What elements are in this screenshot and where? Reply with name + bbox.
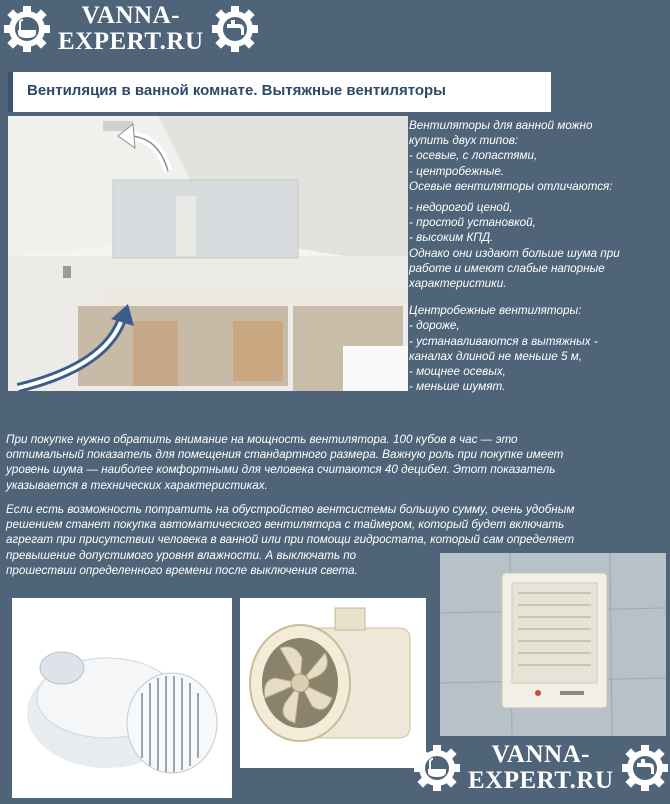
text-line: - осевые, с лопастями, — [409, 149, 538, 163]
text-line: Однако они издают больше шума при — [409, 246, 620, 260]
text-line: - центробежные. — [409, 164, 505, 178]
text-line: характеристики. — [409, 277, 507, 291]
text-line: Вентиляторы для ванной можно — [409, 119, 593, 132]
text-line: оптимальный показатель для помещения стандартного размера. Важную роль при покупке имеет — [6, 448, 564, 462]
gear-faucet-icon — [210, 4, 260, 54]
text-line: - высоким КПД. — [409, 231, 494, 245]
text-line: решением станет покупка автоматического вентилятора с таймером, который будет включать — [6, 518, 565, 532]
text-line: превышение допустимого уровня влажности. А выключать по — [6, 548, 357, 562]
inline-duct-fan-photo — [240, 598, 426, 768]
centrifugal-fan-photo — [12, 598, 232, 798]
logo-line1: VANNA- — [81, 2, 180, 29]
text-line: - простой установкой, — [409, 216, 536, 230]
text-line: Если есть возможность потратить на обустройство вентсистемы большую сумму, очень удобным — [6, 503, 575, 516]
text-line: Осевые вентиляторы отличаются: — [409, 179, 613, 193]
gear-bath-icon — [2, 4, 52, 54]
text-line: - устанавливаются в вытяжных - — [409, 334, 598, 348]
logo-line2: EXPERT.RU — [468, 767, 614, 794]
logo-line1: VANNA- — [491, 741, 590, 768]
logo-line2: EXPERT.RU — [58, 28, 204, 55]
text-line: При покупке нужно обратить внимание на мощность вентилятора. 100 кубов в час — это — [6, 433, 518, 446]
text-line: работе и имеют слабые напорные — [409, 261, 605, 275]
bathroom-photo — [8, 116, 408, 391]
wall-axial-fan-photo — [440, 553, 666, 736]
title-banner — [8, 72, 551, 112]
text-line: - меньше шумят. — [409, 380, 506, 394]
gear-bath-icon — [412, 743, 462, 793]
site-logo-bottom[interactable] — [412, 742, 670, 794]
text-line: - дороже, — [409, 319, 460, 333]
text-line: уровень шума — наиболее комфортными для человека считаются 40 децибел. Этот показатель — [6, 463, 556, 477]
page-title: Вентиляция в ванной комнате. Вытяжные вентиляторы — [27, 82, 446, 99]
centrifugal-fan-illustration — [12, 598, 232, 798]
text-line: каналах длиной не меньше 5 м, — [409, 349, 582, 363]
gear-faucet-icon — [620, 743, 670, 793]
text-line: указывается в технических характеристиках. — [6, 478, 268, 492]
paragraph-power — [6, 432, 664, 493]
inline-fan-illustration — [240, 598, 426, 768]
text-line: прошествии определенного времени после выключения света. — [6, 563, 358, 577]
text-line: Центробежные вентиляторы: — [409, 304, 582, 318]
bathroom-illustration — [8, 116, 408, 391]
text-line: купить двух типов: — [409, 134, 519, 148]
site-logo-top[interactable] — [2, 3, 260, 55]
text-line: - недорогой ценой, — [409, 201, 513, 215]
text-line: - мощнее осевых, — [409, 365, 506, 379]
wall-fan-illustration — [440, 553, 666, 736]
right-column-text — [409, 118, 667, 394]
text-line: агрегат при присутствии человека в ванной или при помощи гидростата, который сам определяет — [6, 533, 575, 547]
